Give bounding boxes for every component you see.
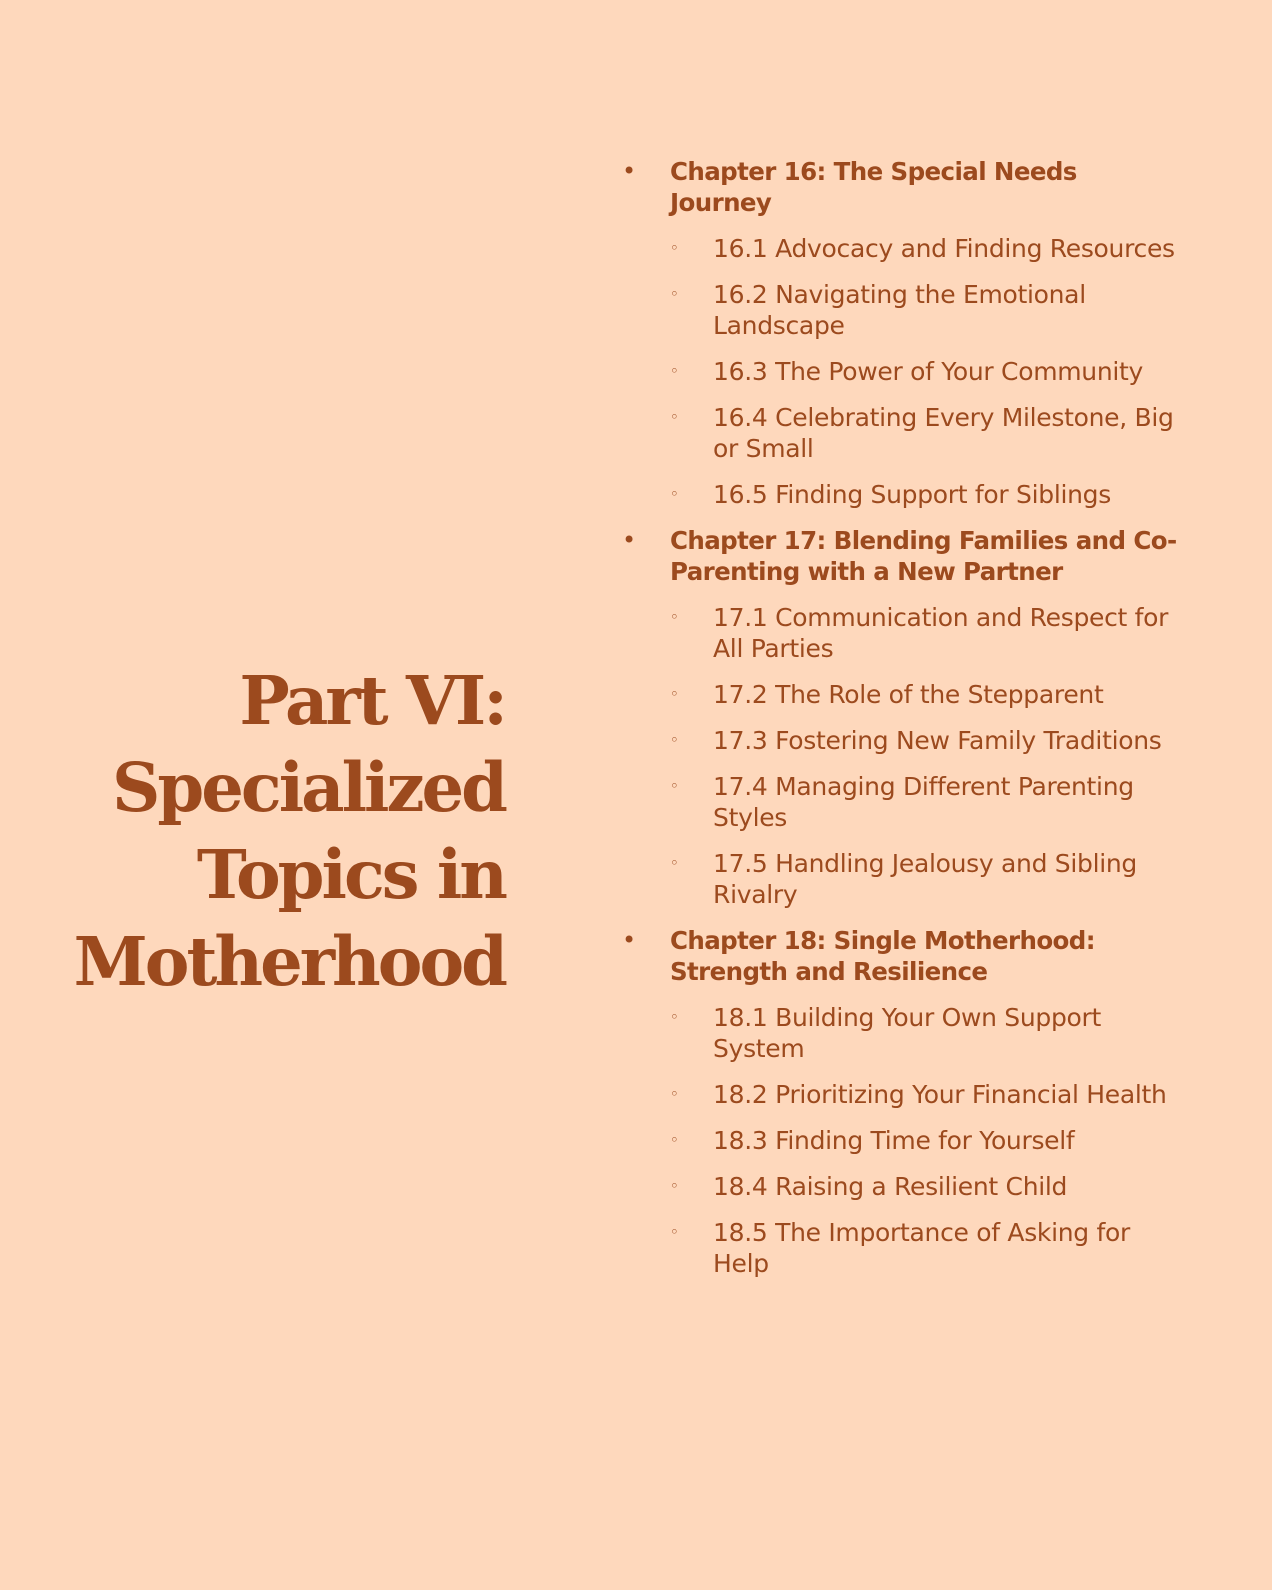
section-title: 17.5 Handling Jealousy and Sibling Rivalry (713, 849, 1137, 909)
part-title (60, 657, 505, 1005)
section-title: 17.3 Fostering New Family Traditions (713, 726, 1162, 755)
section-item (670, 233, 1182, 264)
section-list (670, 233, 1182, 510)
section-item (670, 1217, 1182, 1279)
section-bullet-icon: ◦ (670, 731, 679, 749)
chapter-item (622, 925, 1182, 1279)
section-item (670, 1125, 1182, 1156)
chapter-bullet-icon: • (622, 526, 637, 554)
section-bullet-icon: ◦ (670, 1177, 679, 1195)
section-title: 18.1 Building Your Own Support System (713, 1003, 1102, 1063)
section-item (670, 602, 1182, 664)
chapter-item (622, 156, 1182, 510)
part-title-line: Part VI: (239, 660, 505, 740)
section-item (670, 479, 1182, 510)
section-item (670, 402, 1182, 464)
section-bullet-icon: ◦ (670, 777, 679, 795)
section-title: 17.1 Communication and Respect for All Parties (713, 603, 1169, 663)
section-item (670, 679, 1182, 710)
section-title: 18.4 Raising a Resilient Child (713, 1172, 1068, 1201)
section-item (670, 1002, 1182, 1064)
chapter-title: Chapter 18: Single Motherhood: Strength and Resilience (670, 926, 1095, 986)
section-title: 18.3 Finding Time for Yourself (713, 1126, 1075, 1155)
part-title-line: Topics in (196, 834, 505, 914)
section-title: 18.2 Prioritizing Your Financial Health (713, 1080, 1167, 1109)
part-title-line: Specialized (112, 747, 505, 827)
section-bullet-icon: ◦ (670, 1223, 679, 1241)
section-title: 16.2 Navigating the Emotional Landscape (713, 280, 1086, 340)
section-title: 17.2 The Role of the Stepparent (713, 680, 1104, 709)
section-bullet-icon: ◦ (670, 285, 679, 303)
section-list (670, 602, 1182, 910)
section-bullet-icon: ◦ (670, 1008, 679, 1026)
section-list (670, 1002, 1182, 1279)
section-bullet-icon: ◦ (670, 685, 679, 703)
chapter-bullet-icon: • (622, 926, 637, 954)
table-of-contents (622, 156, 1182, 1294)
chapter-title: Chapter 16: The Special Needs Journey (670, 157, 1077, 217)
chapter-item (622, 525, 1182, 910)
section-title: 16.5 Finding Support for Siblings (713, 480, 1111, 509)
section-bullet-icon: ◦ (670, 485, 679, 503)
section-bullet-icon: ◦ (670, 1085, 679, 1103)
section-bullet-icon: ◦ (670, 408, 679, 426)
section-bullet-icon: ◦ (670, 362, 679, 380)
section-item (670, 279, 1182, 341)
section-item (670, 1079, 1182, 1110)
section-bullet-icon: ◦ (670, 608, 679, 626)
section-bullet-icon: ◦ (670, 1131, 679, 1149)
chapter-title: Chapter 17: Blending Families and Co-Parenting with a New Partner (670, 526, 1177, 586)
section-item (670, 848, 1182, 910)
section-item (670, 1171, 1182, 1202)
section-item (670, 771, 1182, 833)
section-title: 18.5 The Importance of Asking for Help (713, 1218, 1130, 1278)
section-title: 16.3 The Power of Your Community (713, 357, 1144, 386)
section-title: 17.4 Managing Different Parenting Styles (713, 772, 1134, 832)
section-title: 16.1 Advocacy and Finding Resources (713, 234, 1175, 263)
section-item (670, 725, 1182, 756)
chapter-bullet-icon: • (622, 157, 637, 185)
part-title-line: Motherhood (73, 921, 505, 1001)
section-bullet-icon: ◦ (670, 854, 679, 872)
section-title: 16.4 Celebrating Every Milestone, Big or Small (713, 403, 1174, 463)
section-bullet-icon: ◦ (670, 239, 679, 257)
section-item (670, 356, 1182, 387)
